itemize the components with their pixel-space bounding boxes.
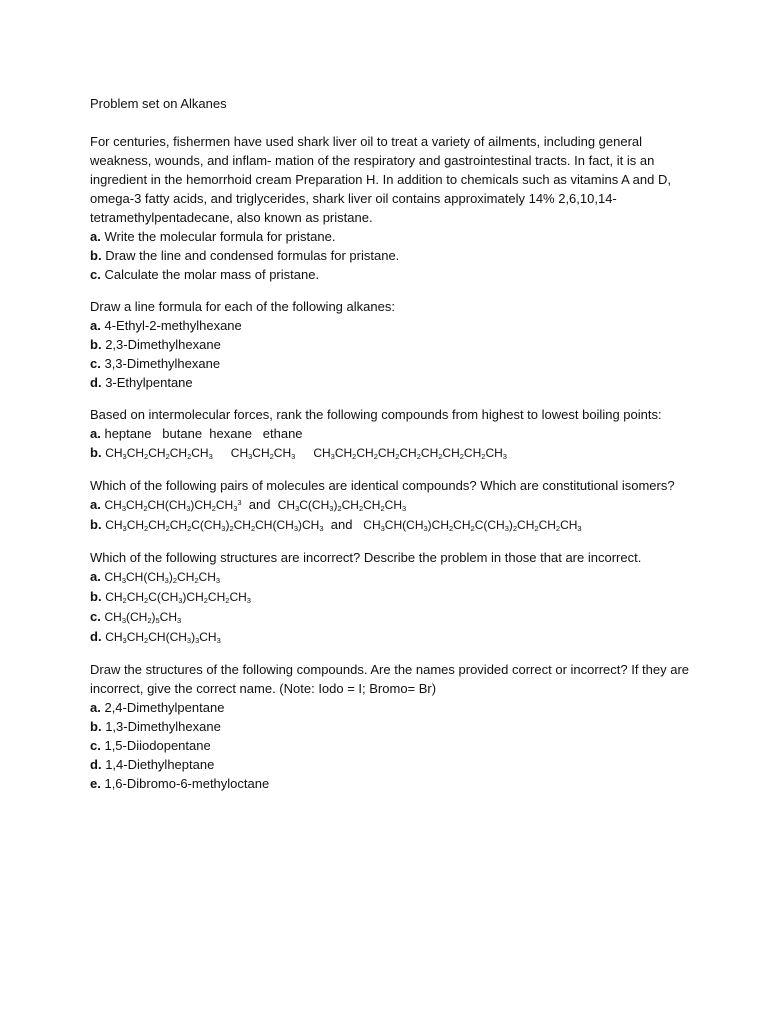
question-item xyxy=(90,717,690,736)
item-text: Write the molecular formula for pristane. xyxy=(104,229,336,244)
question-item xyxy=(90,316,690,335)
question-item xyxy=(90,246,690,265)
item-label: a. xyxy=(90,426,101,441)
problem-isomers xyxy=(90,476,690,535)
item-label: d. xyxy=(90,629,102,644)
chemical-formula: $CH_3CH_2CH(CH_3)_3CH_3$ xyxy=(105,630,221,645)
item-label: c. xyxy=(90,609,101,624)
question-item xyxy=(90,698,690,717)
item-text: 1,6-Dibromo-6-methyloctane xyxy=(104,776,270,791)
item-text: 4-Ethyl-2-methylhexane xyxy=(104,318,242,333)
document-page xyxy=(90,94,690,806)
problem-intro: Draw a line formula for each of the following alkanes: xyxy=(90,299,395,314)
question-item xyxy=(90,515,690,535)
problem-pristane xyxy=(90,132,690,284)
item-label: c. xyxy=(90,356,101,371)
problem-line-formulas xyxy=(90,297,690,392)
item-text: 1,3-Dimethylhexane xyxy=(105,719,221,734)
question-item xyxy=(90,736,690,755)
item-label: b. xyxy=(90,445,102,460)
question-item xyxy=(90,587,690,607)
item-label: c. xyxy=(90,738,101,753)
chemical-formula: $CH_3CH_2CH_2CH_2C(CH_3)_2CH_2CH(CH_3)CH_3$ xyxy=(105,518,324,533)
problem-boiling-points xyxy=(90,405,690,463)
item-text: 1,4-Diethylheptane xyxy=(105,757,215,772)
problem-intro: Draw the structures of the following compounds. Are the names provided correct or incorrect? If they are incorrect, give the correct name. (Note: Iodo = I; Bromo= Br) xyxy=(90,662,690,696)
question-item xyxy=(90,354,690,373)
item-text: 3,3-Dimethylhexane xyxy=(104,356,221,371)
chemical-formula: $CH_3(CH_2)_5CH_3$ xyxy=(104,610,182,625)
item-label: a. xyxy=(90,497,101,512)
question-item xyxy=(90,567,690,587)
question-item xyxy=(90,424,690,443)
item-label: a. xyxy=(90,229,101,244)
chemical-formula: $CH_3C(CH_3)_2CH_2CH_2CH_3$ xyxy=(277,498,407,513)
item-text: Calculate the molar mass of pristane. xyxy=(104,267,320,282)
item-label: c. xyxy=(90,267,101,282)
item-label: a. xyxy=(90,700,101,715)
chemical-formula: $CH_3CH_2CH(CH_3)CH_2CH_3$ xyxy=(104,498,238,513)
question-item xyxy=(90,335,690,354)
item-label: b. xyxy=(90,337,102,352)
item-label: d. xyxy=(90,375,102,390)
question-item xyxy=(90,495,690,515)
chemical-formula: $CH_2CH_2C(CH_3)CH_2CH_2CH_3$ xyxy=(105,590,251,605)
question-item xyxy=(90,265,690,284)
item-text: Draw the line and condensed formulas for pristane. xyxy=(105,248,400,263)
problem-intro: Which of the following structures are incorrect? Describe the problem in those that are incorrect. xyxy=(90,550,642,565)
item-label: a. xyxy=(90,318,101,333)
item-label: d. xyxy=(90,757,102,772)
question-item xyxy=(90,227,690,246)
question-item xyxy=(90,607,690,627)
item-label: e. xyxy=(90,776,101,791)
question-item xyxy=(90,627,690,647)
question-item xyxy=(90,373,690,392)
chemical-formula: $CH_3CH(CH_3)CH_2CH_2C(CH_3)_2CH_2CH_2CH_3$ xyxy=(363,518,582,533)
chemical-formula: $CH_3CH_2CH_2CH_2CH_3$ xyxy=(105,446,213,461)
page-title: Problem set on Alkanes xyxy=(90,96,227,111)
item-text: 1,5-Diiodopentane xyxy=(104,738,211,753)
item-text: 2,4-Dimethylpentane xyxy=(104,700,225,715)
conjunction: and xyxy=(330,517,353,532)
item-text: 2,3-Dimethylhexane xyxy=(105,337,221,352)
chemical-formula: $CH_3CH(CH_3)_2CH_2CH_3$ xyxy=(104,570,221,585)
question-item xyxy=(90,774,690,793)
item-label: b. xyxy=(90,589,102,604)
problem-incorrect-structures xyxy=(90,548,690,647)
problem-intro: For centuries, fishermen have used shark liver oil to treat a variety of ailments, including general weakness, wounds, and inflam- mation of the respiratory and gastrointestinal tracts. In fact, it is an ingredient in the hemorrhoid cream Preparation H. In addition to chemicals such as vitamins A and D, omega-3 fatty acids, and triglycerides, shark liver oil contains approximately 14% 2,6,10,14-tetramethylpentadecane, also known as pristane. xyxy=(90,134,671,225)
item-label: a. xyxy=(90,569,101,584)
question-item xyxy=(90,443,690,463)
chemical-formula: $CH_3CH_2CH_2CH_2CH_2CH_2CH_2CH_2CH_3$ xyxy=(313,446,507,461)
item-label: b. xyxy=(90,517,102,532)
problem-intro: Which of the following pairs of molecules are identical compounds? Which are constitutional isomers? xyxy=(90,478,675,493)
superscript-mark: 3 xyxy=(237,498,242,507)
item-label: b. xyxy=(90,719,102,734)
item-label: b. xyxy=(90,248,102,263)
question-item xyxy=(90,755,690,774)
item-text: 3-Ethylpentane xyxy=(105,375,193,390)
problem-intro: Based on intermolecular forces, rank the following compounds from highest to lowest boiling points: xyxy=(90,407,662,422)
chemical-formula: $CH_3CH_2CH_3$ xyxy=(230,446,296,461)
item-text: heptane butane hexane ethane xyxy=(104,426,303,441)
conjunction: and xyxy=(248,497,271,512)
problem-naming xyxy=(90,660,690,793)
